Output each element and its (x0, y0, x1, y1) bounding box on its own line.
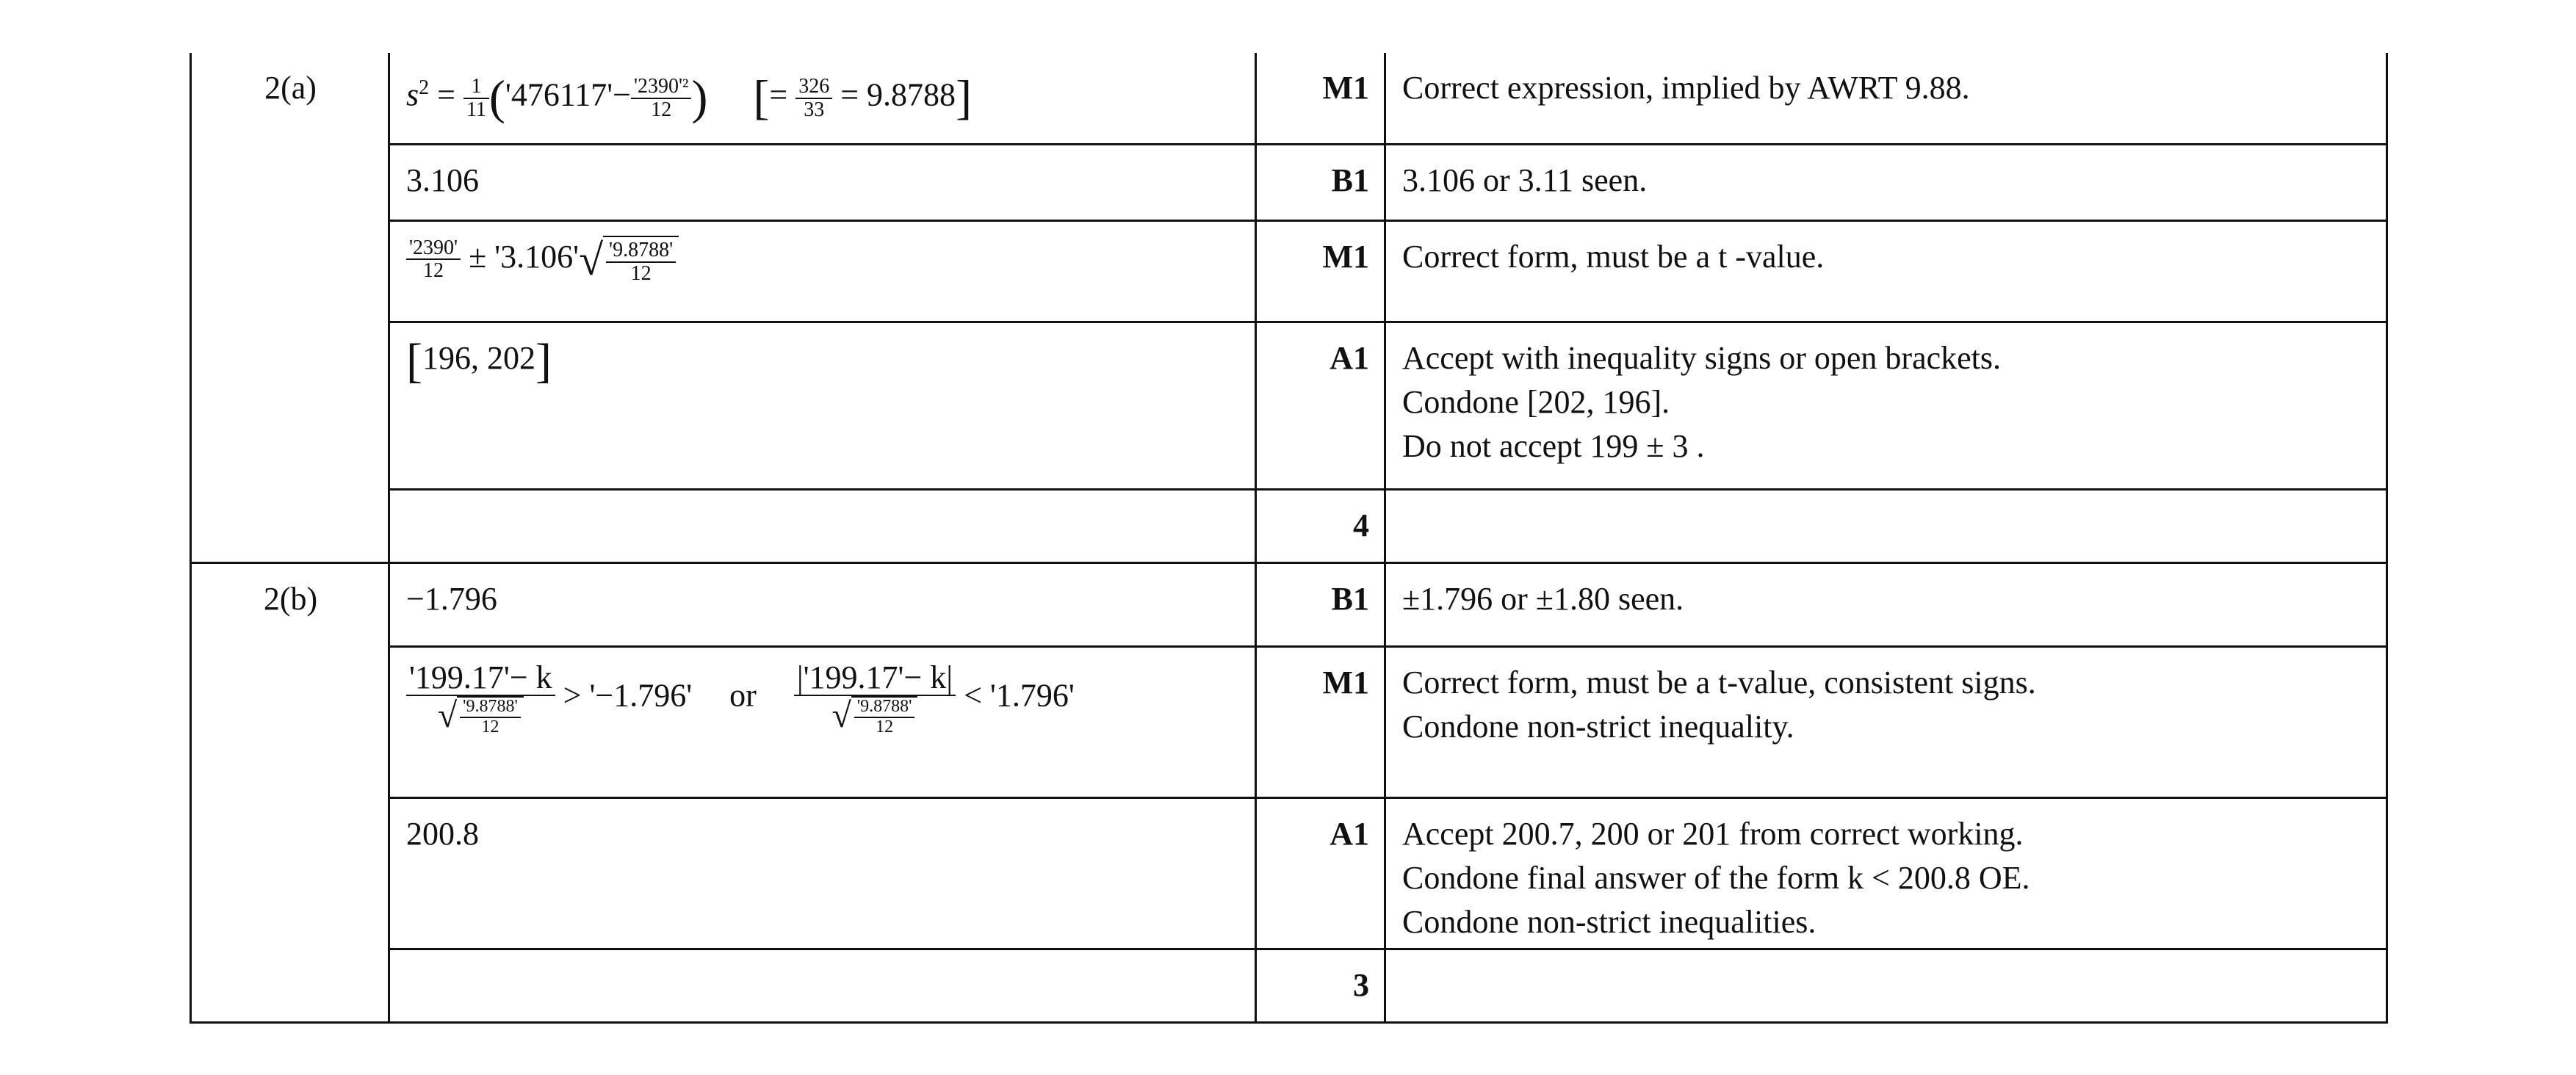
mark-scheme-table (190, 53, 2388, 1024)
numerator: 1 (463, 76, 489, 98)
answer-cell: 200.8 (389, 797, 1256, 949)
fraction-2390-sq (631, 76, 691, 120)
denominator: 12 (876, 717, 894, 736)
table-row (191, 144, 2387, 220)
denominator: 33 (804, 98, 825, 121)
total-mark: 3 (1256, 949, 1385, 1022)
numerator: '9.8788' (854, 698, 915, 717)
comment-cell (1385, 489, 2387, 562)
exponent: 2 (419, 76, 430, 99)
answer-cell (389, 646, 1256, 797)
comment-line: Condone final answer of the form k < 200.8 OE. (1402, 859, 2030, 896)
question-number: 2(b) (191, 562, 389, 1022)
test-statistic-fraction: '199.17'− k √ $\frac{'9.8788'}{12}$ (406, 661, 555, 736)
interval-value: 196, 202 (422, 339, 535, 376)
table-row (191, 797, 2387, 949)
close-bracket: ] (535, 333, 552, 388)
fraction-2390-12 (406, 237, 461, 282)
table-row (191, 53, 2387, 144)
close-paren: ) (691, 70, 708, 125)
numerator: 326 (795, 76, 832, 98)
inequality-rhs: > '−1.796' (563, 677, 693, 714)
open-bracket: [ (753, 70, 770, 125)
mark-cell: A1 (1256, 797, 1385, 949)
table-row (191, 489, 2387, 562)
answer-cell: −1.796 (389, 562, 1256, 646)
denominator: 11 (466, 98, 486, 121)
table-row (191, 562, 2387, 646)
mark-cell: A1 (1256, 322, 1385, 489)
plus-minus-term: ± '3.106' (469, 238, 580, 275)
numerator: |'199.17'− k| (794, 661, 956, 696)
numerator: '9.8788' (460, 698, 521, 717)
comment-cell: Correct form, must be a t -value. (1385, 220, 2387, 322)
denominator: 12 (630, 261, 652, 285)
fraction-variance (606, 239, 676, 284)
inner-expression: '476117'− (505, 76, 631, 113)
comment-cell: Correct expression, implied by AWRT 9.88. (1385, 53, 2387, 144)
fraction-326-33 (795, 76, 832, 120)
or-text: or (729, 677, 757, 714)
table-row (191, 646, 2387, 797)
comment-line: Accept with inequality signs or open brackets. (1402, 339, 2002, 376)
question-number: 2(a) (191, 53, 389, 562)
comment-cell (1385, 322, 2387, 489)
fraction-one-eleventh (463, 76, 489, 120)
denominator: 12 (481, 717, 499, 736)
comment-cell: 3.106 or 3.11 seen. (1385, 144, 2387, 220)
denominator: 12 (423, 259, 444, 283)
comment-line: Condone non-strict inequalities. (1402, 903, 1816, 940)
abs-test-statistic-fraction: |'199.17'− k| √ $\frac{'9.8788'}{12}$ (794, 661, 956, 736)
numerator: '2390'² (631, 76, 691, 98)
comment-cell (1385, 949, 2387, 1022)
close-bracket: ] (956, 70, 973, 125)
comment-line: Correct form, must be a t-value, consistent signs. (1402, 664, 2036, 701)
answer-cell (389, 322, 1256, 489)
total-mark: 4 (1256, 489, 1385, 562)
answer-cell (389, 220, 1256, 322)
comment-cell: ±1.796 or ±1.80 seen. (1385, 562, 2387, 646)
answer-cell: 3.106 (389, 144, 1256, 220)
open-paren: ( (488, 70, 505, 125)
s-symbol: s (406, 76, 419, 113)
mark-cell: M1 (1256, 53, 1385, 144)
inequality-rhs: < '1.796' (964, 677, 1075, 714)
answer-cell (389, 949, 1256, 1022)
table-row (191, 322, 2387, 489)
numerator: '9.8788' (606, 239, 676, 262)
mark-cell: B1 (1256, 144, 1385, 220)
answer-cell (389, 53, 1256, 144)
numerator: '2390' (406, 237, 461, 260)
comment-line: Condone [202, 196]. (1402, 383, 1670, 420)
comment-cell (1385, 646, 2387, 797)
table-row (191, 949, 2387, 1022)
comment-line: Accept 200.7, 200 or 201 from correct working. (1402, 815, 2024, 852)
mark-cell: M1 (1256, 646, 1385, 797)
comment-line: Do not accept 199 ± 3 . (1402, 427, 1705, 464)
mark-cell: B1 (1256, 562, 1385, 646)
mark-cell: M1 (1256, 220, 1385, 322)
equals-sign: = (437, 76, 455, 113)
table-row (191, 220, 2387, 322)
result-value: = 9.8788 (840, 76, 956, 113)
answer-cell (389, 489, 1256, 562)
numerator: '199.17'− k (406, 661, 555, 696)
equals-sign: = (769, 76, 788, 113)
comment-cell (1385, 797, 2387, 949)
open-bracket: [ (406, 333, 422, 388)
square-root: √ $\frac{'9.8788'}{12}$ (579, 235, 679, 284)
comment-line: Condone non-strict inequality. (1402, 708, 1794, 745)
denominator: 12 (651, 98, 672, 121)
